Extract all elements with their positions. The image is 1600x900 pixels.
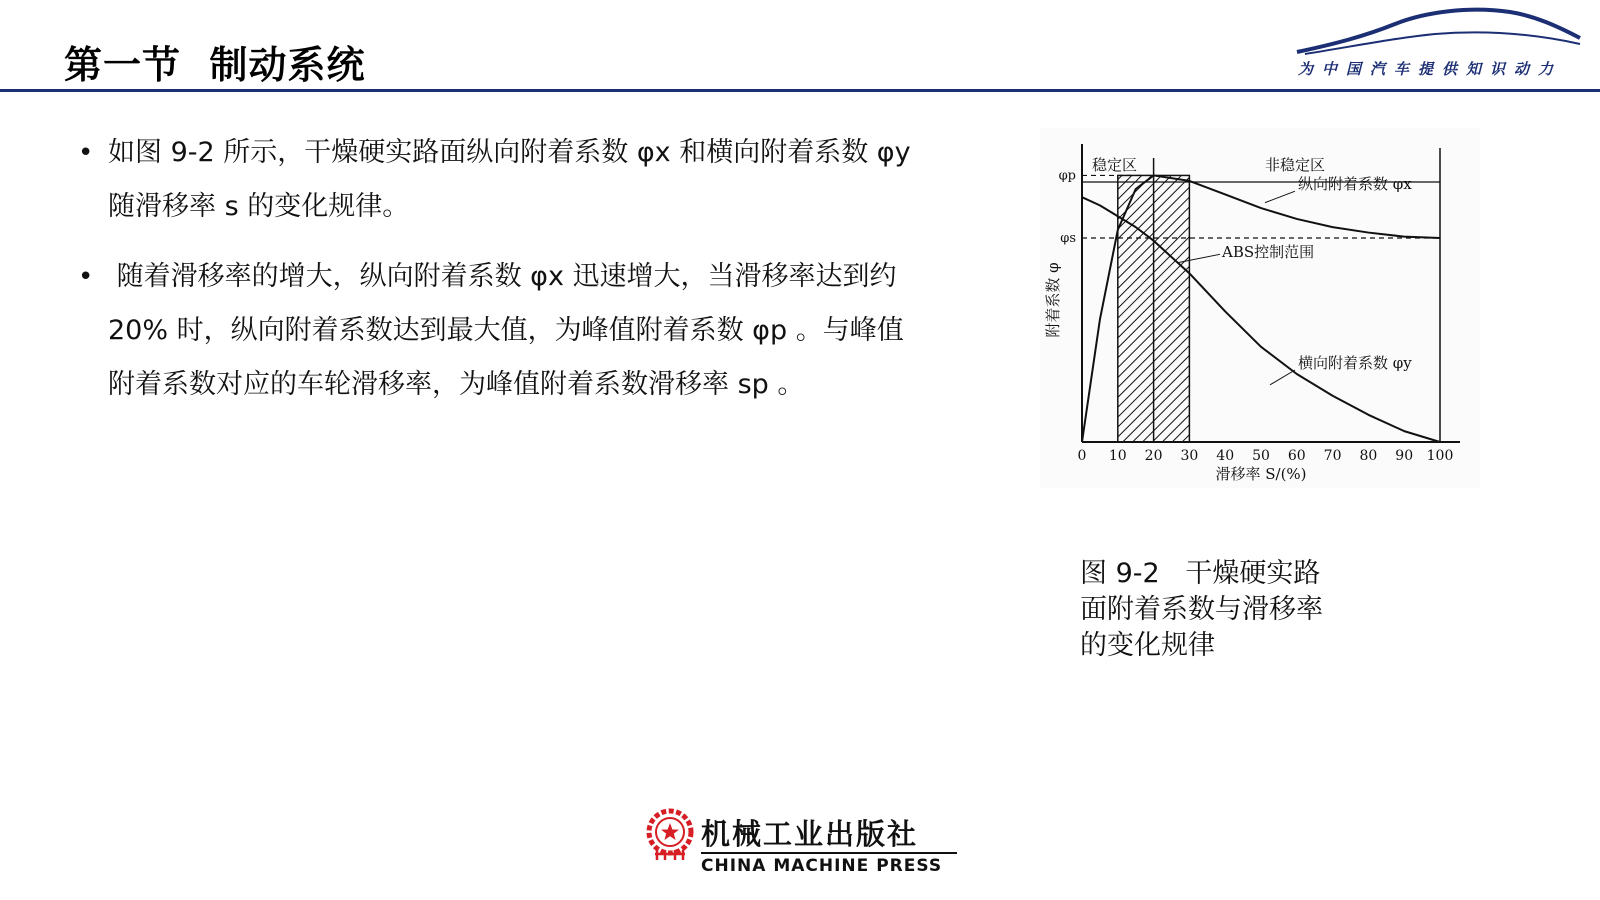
x-tick-label: 50	[1252, 448, 1270, 464]
series-label-phi-y: 横向附着系数 φy	[1298, 354, 1412, 372]
bullet-marker: •	[78, 262, 94, 292]
publisher-seal-icon	[645, 806, 695, 862]
bullet-item	[78, 250, 998, 412]
x-tick-label: 20	[1144, 448, 1163, 464]
bullet-line: 20% 时，纵向附着系数达到最大值，为峰值附着系数 φp 。与峰值	[108, 315, 904, 346]
region-label-stable: 稳定区	[1092, 156, 1138, 174]
car-logo-icon	[1295, 4, 1585, 60]
x-tick-label: 80	[1359, 448, 1378, 464]
publisher-divider	[701, 852, 957, 854]
page-title: 第一节 制动系统	[64, 43, 366, 87]
figure-caption	[1080, 556, 1370, 664]
bullet-line: 随着滑移率的增大，纵向附着系数 φx 迅速增大，当滑移率达到约	[108, 261, 897, 292]
x-tick-label: 10	[1108, 448, 1127, 464]
x-tick-label: 90	[1395, 448, 1414, 464]
header-divider	[0, 89, 1600, 92]
caption-line: 面附着系数与滑移率	[1080, 594, 1323, 625]
bullet-line: 随滑移率 s 的变化规律。	[108, 191, 410, 222]
bullet-item	[78, 126, 998, 234]
y-label-peak: φp	[1058, 168, 1076, 184]
bullet-list	[78, 126, 998, 428]
y-label-sliding: φs	[1060, 231, 1076, 246]
x-axis-label: 滑移率 S/(%)	[1215, 465, 1307, 483]
x-tick-label: 70	[1323, 448, 1342, 464]
bullet-line: 如图 9-2 所示，干燥硬实路面纵向附着系数 φx 和横向附着系数 φy	[108, 137, 911, 168]
publisher-name: 机械工业出版社	[701, 817, 919, 851]
abs-range-label: ABS控制范围	[1222, 243, 1315, 262]
bullet-marker: •	[78, 138, 94, 168]
x-tick-label: 100	[1426, 448, 1454, 464]
adhesion-slip-chart	[1040, 128, 1480, 488]
publisher-logo	[645, 812, 965, 882]
bullet-line: 附着系数对应的车轮滑移率，为峰值附着系数滑移率 sp 。	[108, 369, 805, 400]
slogan: 为中国汽车提供知识动力	[1298, 60, 1563, 78]
x-tick-label: 60	[1287, 448, 1306, 464]
publisher-name-en: CHINA MACHINE PRESS	[701, 856, 943, 876]
x-tick-label: 40	[1216, 448, 1235, 464]
y-axis-label: 附着系数 φ	[1044, 262, 1062, 338]
region-label-unstable: 非稳定区	[1265, 156, 1326, 174]
x-tick-label: 30	[1180, 448, 1199, 464]
series-label-phi-x: 纵向附着系数 φx	[1298, 175, 1412, 194]
x-tick-label: 0	[1077, 448, 1087, 464]
caption-line: 的变化规律	[1080, 630, 1215, 661]
caption-line: 图 9-2 干燥硬实路	[1080, 558, 1321, 589]
